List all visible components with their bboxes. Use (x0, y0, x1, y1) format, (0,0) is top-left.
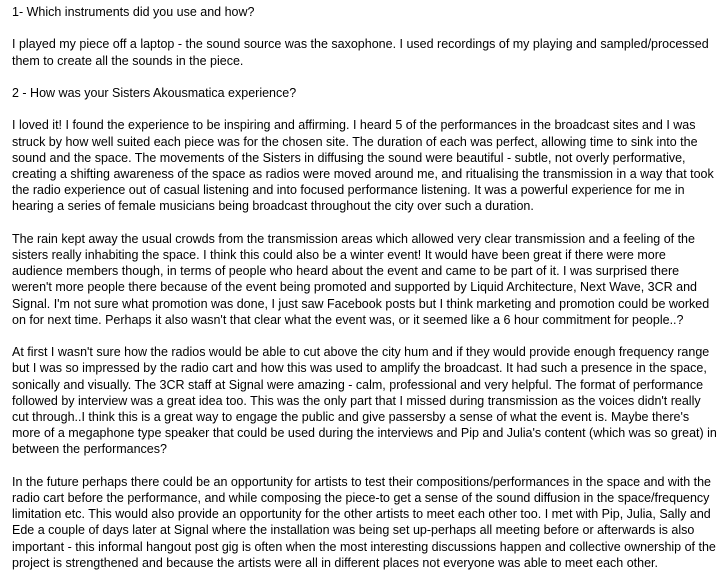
answer-2-paragraph-1: I loved it! I found the experience to be inspiring and affirming. I heard 5 of the performances in the broadcast sites and I was struck by how well suited each piece was for the chosen site. The duration of each was perfect, allowing time to sink into the sound and the space. The movements of the Sisters in diffusing the sound were beautiful - subtle, not overly performative, creating a shifting awareness of the space as radios were moved around me, and ritualising the transmission in a way that took the radio experience out of casual listening and into focused performance listening. It was a powerful experience for me in hearing a series of female musicians being broadcast throughout the city over such a duration. (12, 118, 714, 214)
answer-1-paragraph: I played my piece off a laptop - the sound source was the saxophone. I used recordings of my playing and sampled/processed them to create all the sounds in the piece. (12, 37, 709, 68)
question-1-heading: 1- Which instruments did you use and how? (12, 5, 255, 19)
question-2-heading: 2 - How was your Sisters Akousmatica experience? (12, 85, 297, 100)
answer-2-paragraph-4: In the future perhaps there could be an opportunity for artists to test their compositions/performances in the space and with the radio cart before the performance, and while composing the piece-to get a sense of the sound diffusion in the space/frequency limitation etc. This would also provide an opportunity for the other artists to meet each other too. I met with Pip, Julia, Sally and Ede a couple of days later at Signal where the installation was being set up-perhaps all meeting before or afterwards is also important - this informal hangout post gig is often when the most interesting discussions happen and collective ownership of the project is strengthened and because the artists were all in different places not everyone was able to meet each other. (12, 474, 716, 570)
answer-2-paragraph-3: At first I wasn't sure how the radios would be able to cut above the city hum and if they would provide enough frequency range but I was so impressed by the radio cart and how this was used to amplify the broadcast. It had such a presence in the space, sonically and visually. The 3CR staff at Signal were amazing - calm, professional and very helpful. The format of performance followed by interview was a great idea too. This was the only part that I missed during transmission as the voices didn't really cut through..I think this is a great way to engage the public and give passersby a sense of what the event is. Maybe there's more of a megaphone type speaker that could be used during the interviews and Pip and Julia's content (which was so great) in between the performances? (12, 345, 717, 457)
answer-2-paragraph-2: The rain kept away the usual crowds from the transmission areas which allowed very clear transmission and a feeling of the sisters really inhabiting the space. I think this could also be a winter event! It would have been great if there were more audience members though, in terms of people who heard about the event and came to be part of it. I was surprised there weren't more people there because of the event being promoted and supported by Liquid Architecture, Next Wave, 3CR and Signal. I'm not sure what promotion was done, I just saw Facebook posts but I think marketing and promotion could be worked on for next time. Perhaps it also wasn't that clear what the event was, or it seemed like a 6 hour commitment for people..? (12, 231, 710, 327)
